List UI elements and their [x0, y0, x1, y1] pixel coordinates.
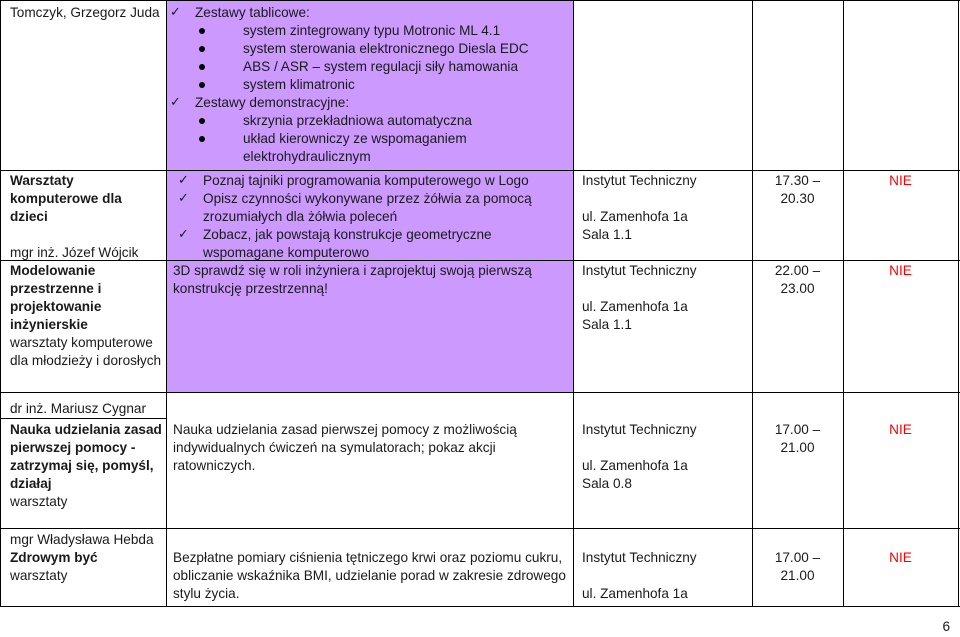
list-item: ✓ Zestawy demonstracyjne:: [168, 94, 568, 112]
place-line1: Instytut Techniczny: [582, 173, 697, 188]
list-item: skrzynia przekładniowa automatyczna: [199, 112, 568, 130]
row2-fee: NIE: [889, 263, 912, 278]
workshop-title: Zdrowym być: [10, 550, 98, 565]
list-item: elektrohydraulicznym: [243, 149, 371, 164]
row2-place: [582, 262, 748, 334]
row3-person: dr inż. Mariusz Cygnar: [10, 401, 146, 416]
row4-time: [752, 549, 843, 585]
grid-line: [0, 606, 960, 607]
grid-line: [752, 0, 753, 607]
row0-person: Tomczyk, Grzegorz Juda: [10, 5, 160, 20]
place-line2: ul. Zamenhofa 1a: [582, 299, 688, 314]
list-item: system klimatronic: [199, 76, 568, 94]
time-end: 20.30: [780, 191, 815, 206]
time-start: 22.00 –: [774, 263, 821, 278]
row1-fee: NIE: [889, 173, 912, 188]
grid-line: [958, 0, 959, 607]
row4-place: [582, 549, 748, 603]
row4-fee: NIE: [889, 550, 912, 565]
grid-line: [0, 528, 960, 529]
grid-line: [843, 0, 844, 607]
workshop-subtitle: warsztaty: [10, 568, 68, 583]
row0-equipment-list: [168, 4, 568, 166]
place-line2: ul. Zamenhofa 1a: [582, 209, 688, 224]
time-end: 23.00: [780, 281, 815, 296]
grid-line: [166, 0, 167, 607]
list-item: ✓ Zobacz, jak powstają konstrukcje geometryczne wspomagane komputerowo: [176, 226, 570, 262]
list-item: ABS / ASR – system regulacji siły hamowania: [199, 58, 568, 76]
list-item: system sterowania elektronicznego Diesla EDC: [199, 40, 568, 58]
list-item: układ kierowniczy ze wspomaganiem: [199, 130, 568, 148]
grid-line: [0, 392, 960, 393]
row3-place: [582, 421, 748, 493]
place-line1: Instytut Techniczny: [582, 550, 697, 565]
row4-desc: Bezpłatne pomiary ciśnienia tętniczego krwi oraz poziomu cukru, obliczanie wskaźnika BMI, udzielanie porad w zakresie zdrowego stylu życia.: [173, 550, 566, 601]
grid-line: [0, 0, 1, 607]
place-line3: Sala 1.1: [582, 227, 632, 242]
workshop-subtitle: warsztaty komputerowe dla młodzieży i dorosłych: [10, 335, 162, 368]
workshop-title: Warsztaty komputerowe dla dzieci: [10, 173, 122, 224]
instructor-name: mgr Władysława Hebda: [10, 532, 154, 547]
row1-desc: [176, 172, 570, 262]
grid-line: [0, 418, 166, 419]
row2-desc: 3D sprawdź się w roli inżyniera i zaprojektuj swoją pierwszą konstrukcję przestrzenną!: [173, 263, 532, 296]
place-line1: Instytut Techniczny: [582, 263, 697, 278]
grid-line: [573, 0, 574, 607]
list-item: ✓ Poznaj tajniki programowania komputerowego w Logo: [176, 172, 570, 190]
workshop-subtitle: warsztaty: [10, 494, 68, 509]
place-line2: ul. Zamenhofa 1a: [582, 458, 688, 473]
place-line3: Sala 0.8: [582, 476, 632, 491]
grid-line: [0, 0, 960, 1]
row4-cell: [10, 531, 162, 585]
place-line3: Sala 1.1: [582, 317, 632, 332]
row3-fee: NIE: [889, 422, 912, 437]
row2-title-cell: [10, 262, 162, 370]
row1-time: [752, 172, 843, 208]
time-end: 21.00: [780, 440, 815, 455]
list-item: system zintegrowany typu Motronic ML 4.1: [199, 22, 568, 40]
list-item: ✓ Opisz czynności wykonywane przez żółwia za pomocą zrozumiałych dla żółwia poleceń: [176, 190, 570, 226]
grid-line: [0, 170, 960, 171]
instructor-name: mgr inż. Józef Wójcik: [10, 245, 139, 260]
place-line1: Instytut Techniczny: [582, 422, 697, 437]
workshop-title: Nauka udzielania zasad pierwszej pomocy - zatrzymaj się, pomyśl, działaj: [10, 422, 162, 491]
row1-title-cell: [10, 172, 162, 262]
page-number: 6: [942, 619, 950, 634]
workshop-title: Modelowanie przestrzenne i projektowanie inżynierskie: [10, 263, 102, 332]
time-start: 17.00 –: [774, 422, 821, 437]
list-item: ✓ Zestawy tablicowe:: [168, 4, 568, 22]
row2-time: [752, 262, 843, 298]
place-line2: ul. Zamenhofa 1a: [582, 586, 688, 601]
time-start: 17.30 –: [774, 173, 821, 188]
row3-time: [752, 421, 843, 457]
time-start: 17.00 –: [774, 550, 821, 565]
row1-place: [582, 172, 748, 244]
time-end: 21.00: [780, 568, 815, 583]
row3-desc: Nauka udzielania zasad pierwszej pomocy z możliwością indywidualnych ćwiczeń na symulatorach; pokaz akcji ratowniczych.: [173, 422, 517, 473]
row3-title-cell: [10, 421, 162, 511]
